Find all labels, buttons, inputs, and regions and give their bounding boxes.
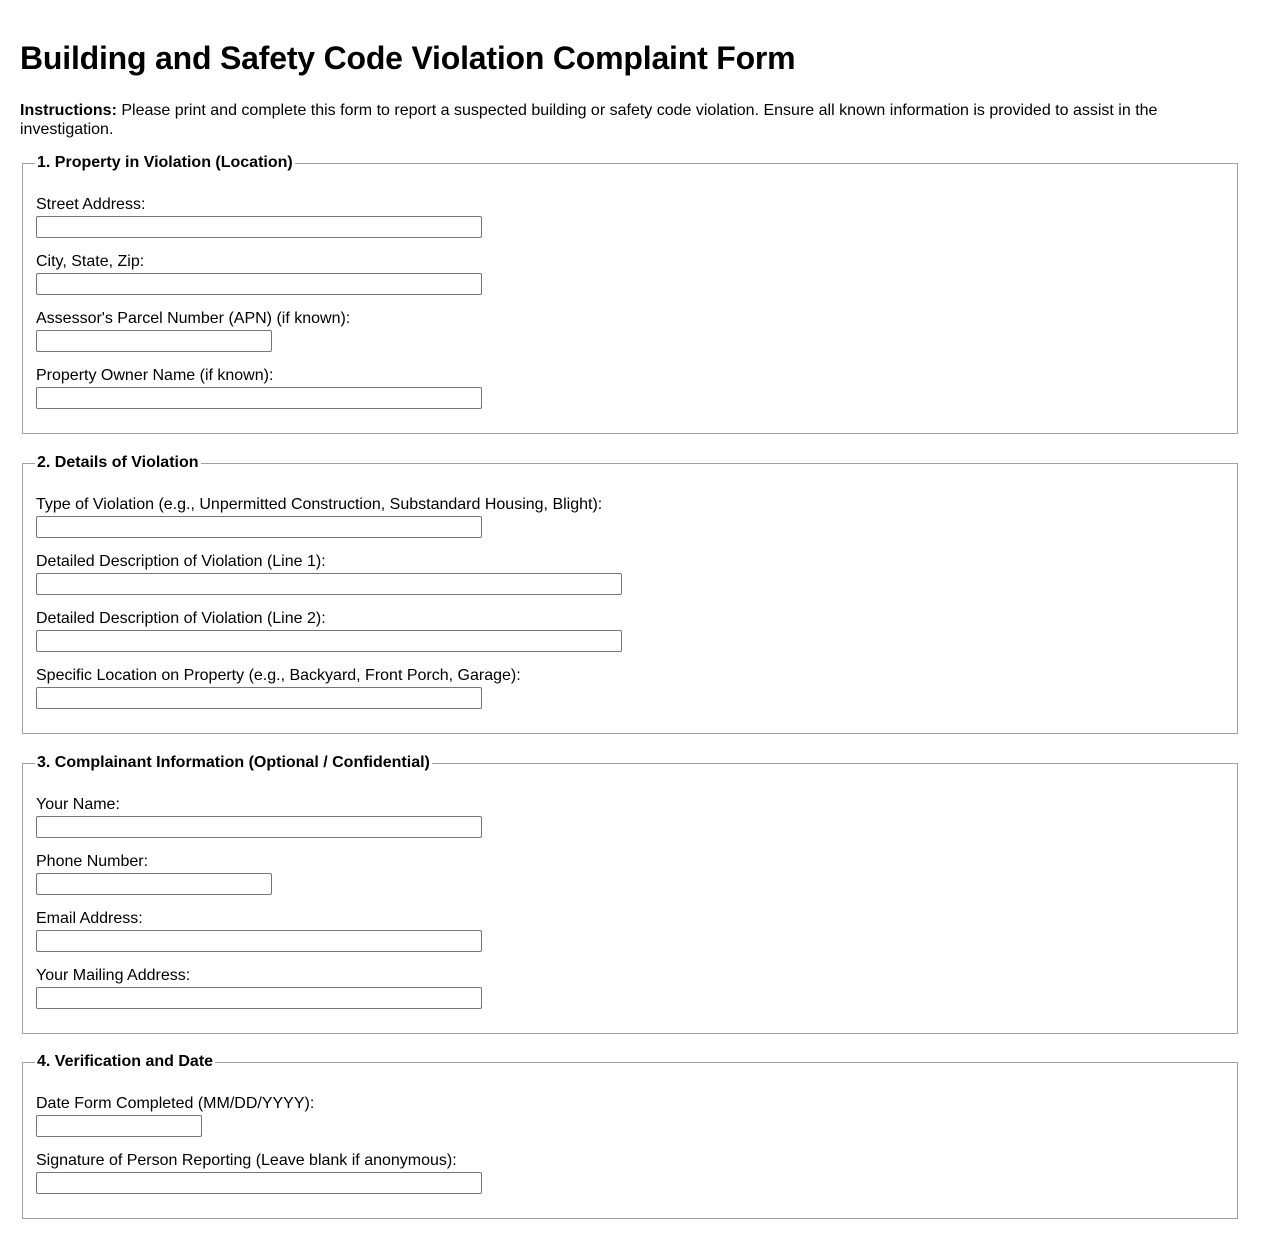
field-label: Phone Number: [36, 853, 149, 870]
field-email-address [36, 910, 482, 952]
field-label: Property Owner Name (if known): [36, 367, 274, 384]
instructions-lead: Instructions: [20, 102, 117, 119]
phone-number-input[interactable] [36, 873, 272, 895]
field-label: Specific Location on Property (e.g., Backyard, Front Porch, Garage): [36, 667, 521, 684]
section-legend: 4. Verification and Date [37, 1053, 214, 1070]
field-your-name [36, 796, 482, 838]
section-violation-details [22, 454, 1238, 734]
section-legend: 1. Property in Violation (Location) [37, 154, 293, 171]
field-label: Assessor's Parcel Number (APN) (if known): [36, 310, 351, 327]
field-label: Detailed Description of Violation (Line 1): [36, 553, 326, 570]
mailing-address-input[interactable] [36, 987, 482, 1009]
section-verification-date [22, 1053, 1238, 1219]
section-complainant-info [22, 754, 1238, 1034]
violation-type-input[interactable] [36, 516, 482, 538]
field-label: Detailed Description of Violation (Line 2): [36, 610, 326, 627]
field-phone-number [36, 853, 272, 895]
field-label: City, State, Zip: [36, 253, 145, 270]
apn-input[interactable] [36, 330, 272, 352]
date-completed-input[interactable] [36, 1115, 202, 1137]
field-label: Your Name: [36, 796, 120, 813]
field-description-line-1 [36, 553, 622, 595]
field-label: Date Form Completed (MM/DD/YYYY): [36, 1095, 315, 1112]
field-date-completed [36, 1095, 314, 1137]
field-label: Signature of Person Reporting (Leave blank if anonymous): [36, 1152, 457, 1169]
instructions-text: Please print and complete this form to report a suspected building or safety code violation. Ensure all known information is provided to assist in the investigation. [20, 102, 1158, 138]
signature-input[interactable] [36, 1172, 482, 1194]
field-violation-type [36, 496, 602, 538]
field-label: Street Address: [36, 196, 146, 213]
specific-location-input[interactable] [36, 687, 482, 709]
section-property-location [22, 154, 1238, 434]
description-line-2-input[interactable] [36, 630, 622, 652]
field-specific-location [36, 667, 521, 709]
field-label: Type of Violation (e.g., Unpermitted Construction, Substandard Housing, Blight): [36, 496, 603, 513]
email-address-input[interactable] [36, 930, 482, 952]
field-description-line-2 [36, 610, 622, 652]
section-legend: 2. Details of Violation [37, 454, 199, 471]
field-mailing-address [36, 967, 482, 1009]
field-label: Email Address: [36, 910, 143, 927]
section-legend: 3. Complainant Information (Optional / Confidential) [37, 754, 430, 771]
field-street-address [36, 196, 482, 238]
field-signature [36, 1152, 482, 1194]
page-title: Building and Safety Code Violation Complaint Form [20, 40, 796, 76]
field-city-state-zip [36, 253, 482, 295]
property-owner-input[interactable] [36, 387, 482, 409]
field-apn [36, 310, 350, 352]
field-property-owner [36, 367, 482, 409]
field-label: Your Mailing Address: [36, 967, 191, 984]
description-line-1-input[interactable] [36, 573, 622, 595]
city-state-zip-input[interactable] [36, 273, 482, 295]
street-address-input[interactable] [36, 216, 482, 238]
instructions [20, 101, 1200, 139]
your-name-input[interactable] [36, 816, 482, 838]
